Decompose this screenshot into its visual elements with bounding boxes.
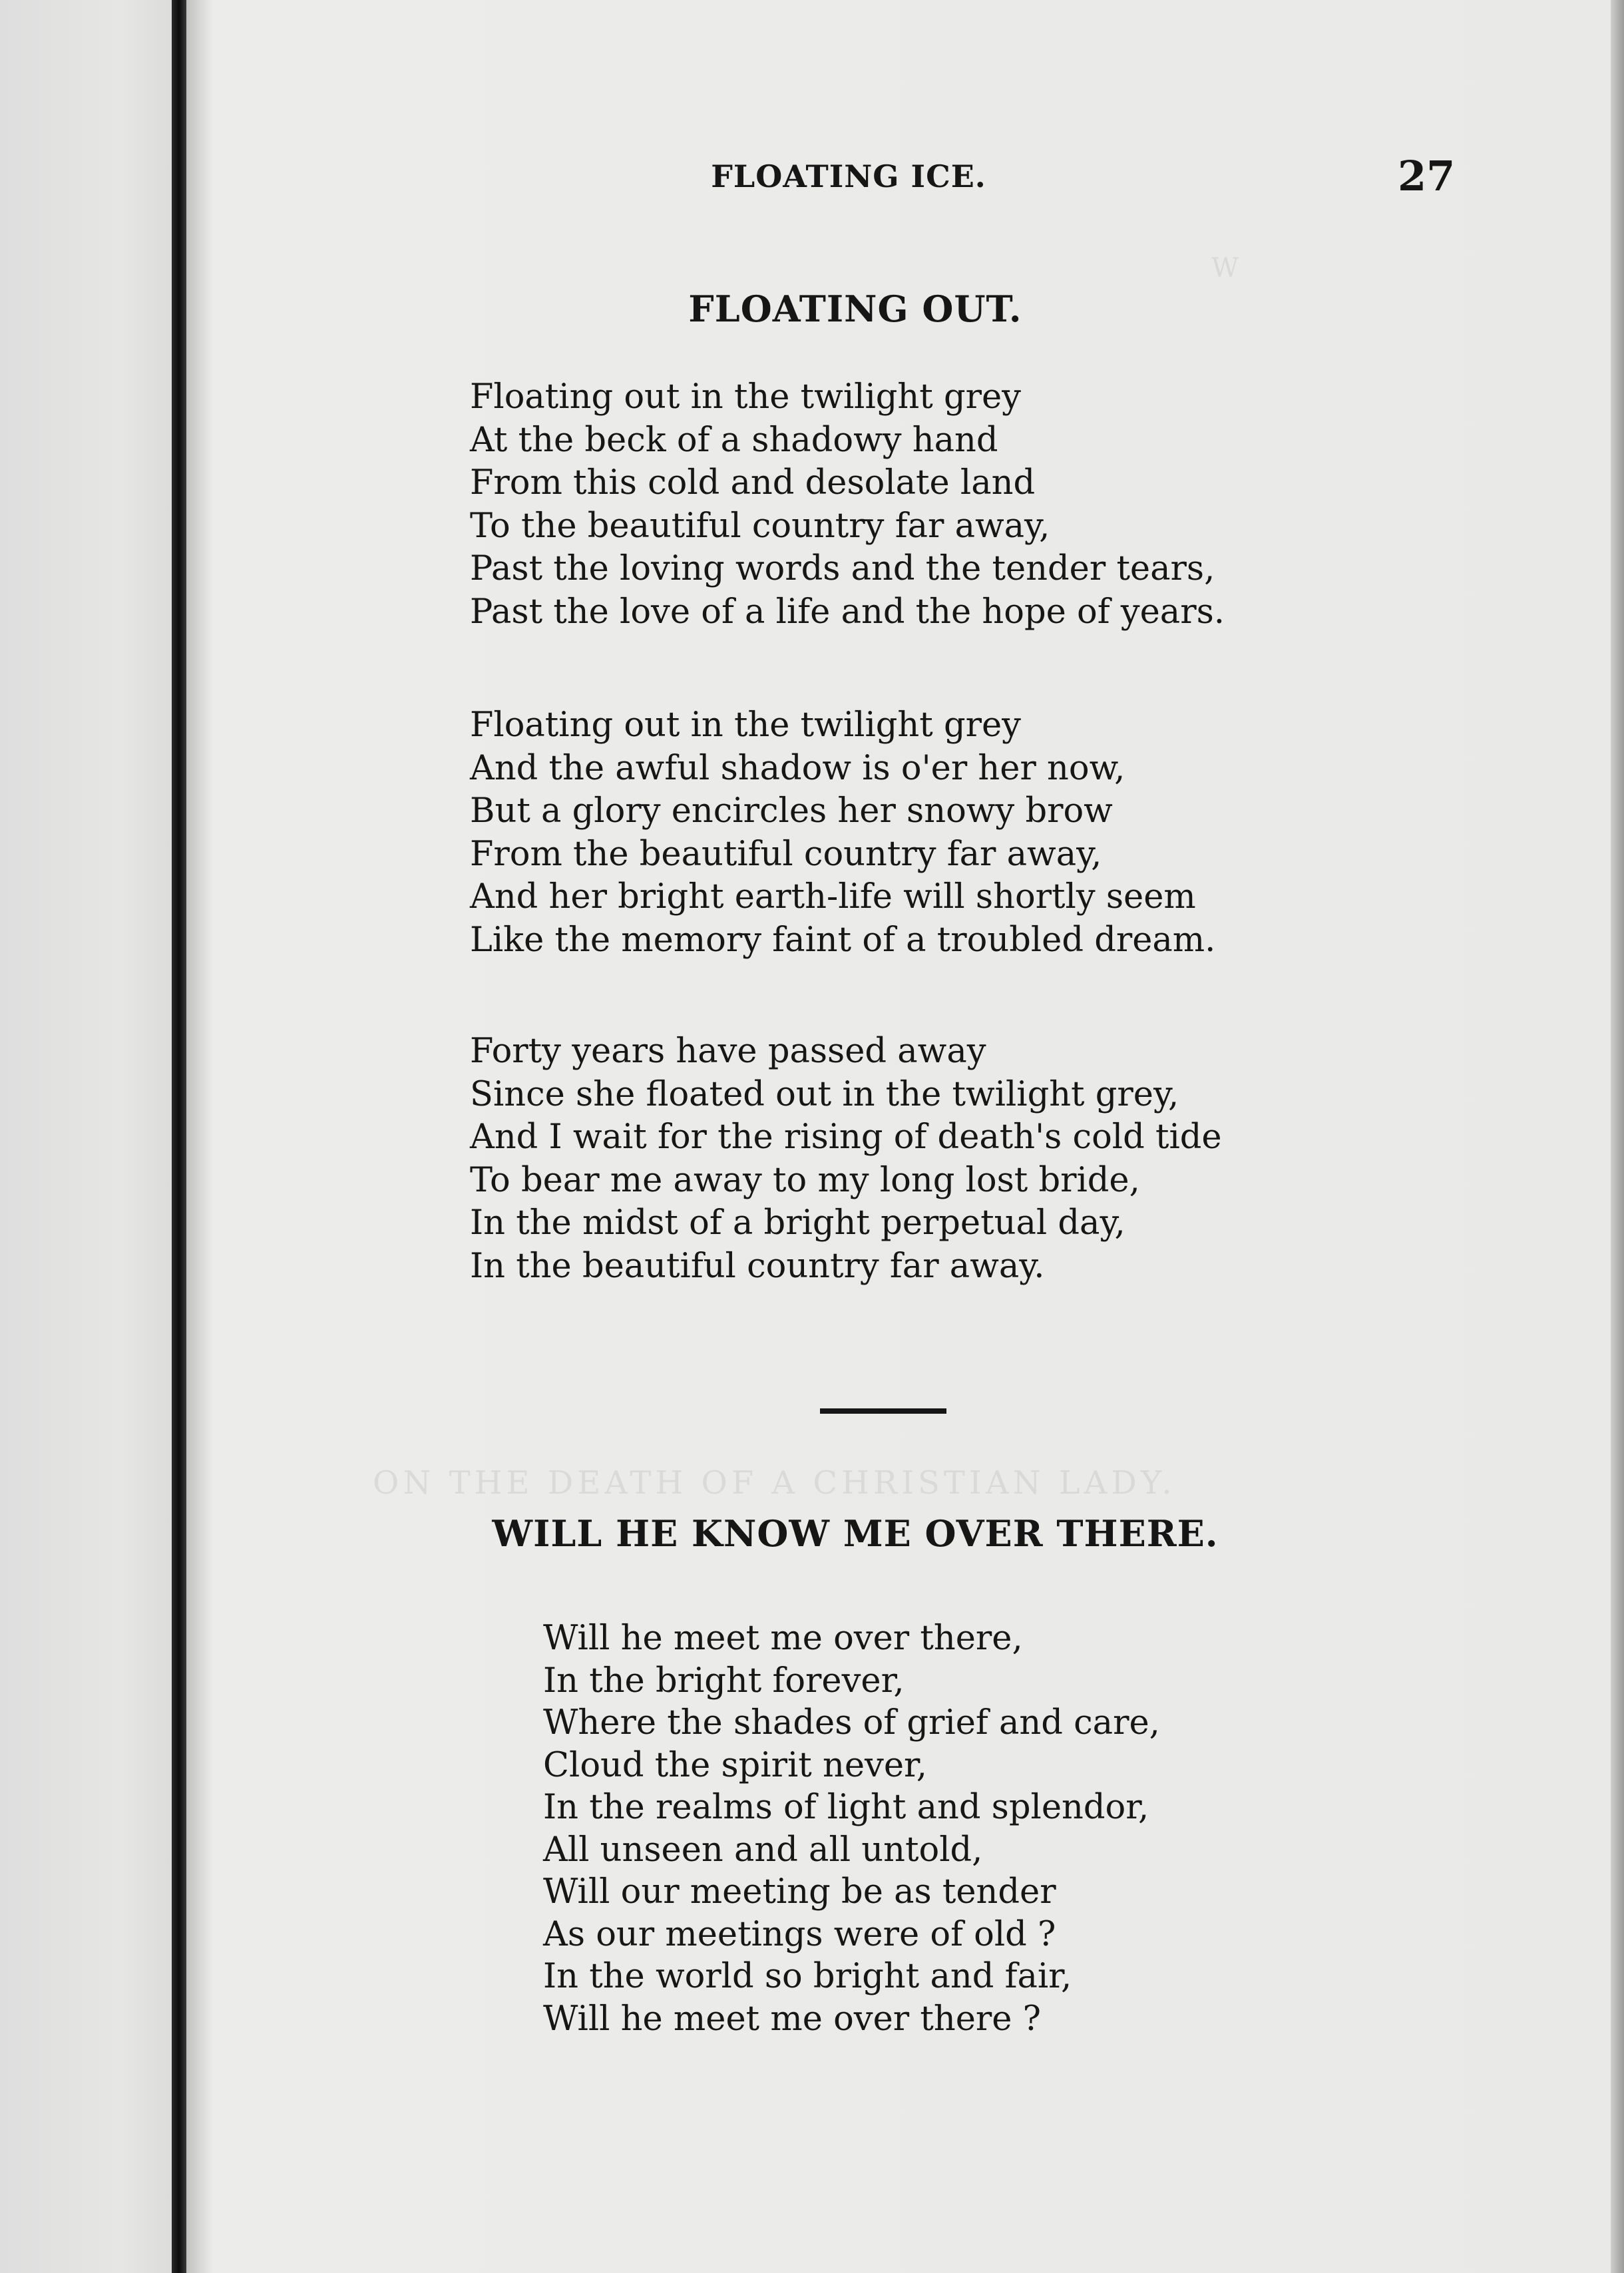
- poem-line: Will he meet me over there,: [543, 1619, 1023, 1658]
- poem-stanza: [470, 1030, 1222, 1288]
- poem-line: And the awful shadow is o'er her now,: [470, 748, 1125, 788]
- poem-line: Will he meet me over there ?: [543, 1999, 1042, 2039]
- poem-line: Past the love of a life and the hope of years.: [470, 592, 1225, 632]
- running-header: FLOATING ICE.: [711, 158, 986, 194]
- section-divider: [820, 1408, 946, 1414]
- poem-line: From the beautiful country far away,: [470, 834, 1102, 874]
- poem-line: Floating out in the twilight grey: [470, 706, 1021, 745]
- page-number: 27: [1398, 152, 1456, 200]
- page-edge-shadow: [1611, 0, 1624, 2273]
- poem-line: In the world so bright and fair,: [543, 1957, 1072, 1996]
- poem-stanza: [543, 1617, 1160, 2040]
- poem-line: In the beautiful country far away.: [470, 1246, 1045, 1286]
- poem-line: As our meetings were of old ?: [543, 1914, 1056, 1954]
- facing-page-edge: [0, 0, 172, 2273]
- poem-line: In the realms of light and splendor,: [543, 1788, 1149, 1827]
- poem-title: FLOATING OUT.: [688, 288, 1022, 330]
- poem-line: All unseen and all untold,: [543, 1830, 983, 1870]
- poem-line: Past the loving words and the tender tears,: [470, 549, 1215, 588]
- poem-line: And I wait for the rising of death's cold tide: [470, 1118, 1222, 1157]
- poem-line: In the bright forever,: [543, 1661, 905, 1701]
- gutter-shadow: [186, 0, 213, 2273]
- poem-line: But a glory encircles her snowy brow: [470, 791, 1113, 831]
- poem-line: Will our meeting be as tender: [543, 1872, 1056, 1912]
- poem-line: Since she floated out in the twilight grey,: [470, 1074, 1179, 1114]
- poem-line: Like the memory faint of a troubled dream.: [470, 920, 1216, 960]
- poem-line: To bear me away to my long lost bride,: [470, 1160, 1140, 1200]
- poem-line: Where the shades of grief and care,: [543, 1703, 1160, 1743]
- poem-line: Forty years have passed away: [470, 1032, 986, 1071]
- poem-line: In the midst of a bright perpetual day,: [470, 1203, 1125, 1243]
- book-page-scan: W ON THE DEATH OF A CHRISTIAN LADY. FLOATING ICE. 27 FLOATING OUT. Floating out in the twilight grey At the beck of a shadowy hand From this cold and desolate land To the beautiful country far away, Past the loving words and the tender tears, Past the love of a life and the hope of years. Floating out in the twilight grey And the awful shadow is o'er her now, But a glory encircles her snowy brow From the beautiful country far away, And her bright earth-life will shortly seem Like the memory faint of a troubled dream. Forty years have passed away Since she floated out in the twilight grey, And I wait for the rising of death's cold tide To bear me away to my long lost bride, In the midst of a bright perpetual day, In the beautiful country far away. WILL HE KNOW ME OVER THERE. Will he meet me over there, In the bright forever, Where the shades of grief and care, Cloud the spirit never, In the realms of light and splendor, All unseen and all untold, Will our meeting be as tender As our meetings were of old ? In the world so bright and fair, Will he meet me over there ?: [0, 0, 1624, 2273]
- book-gutter: [172, 0, 186, 2273]
- poem-line: Cloud the spirit never,: [543, 1745, 928, 1785]
- poem-line: From this cold and desolate land: [470, 463, 1036, 503]
- poem-line: Floating out in the twilight grey: [470, 377, 1021, 417]
- poem-stanza: [470, 376, 1225, 634]
- poem-line: At the beck of a shadowy hand: [470, 420, 998, 460]
- poem-line: And her bright earth-life will shortly seem: [470, 877, 1196, 917]
- poem-line: To the beautiful country far away,: [470, 506, 1050, 546]
- poem-title: WILL HE KNOW ME OVER THERE.: [492, 1512, 1219, 1555]
- poem-stanza: [470, 704, 1215, 962]
